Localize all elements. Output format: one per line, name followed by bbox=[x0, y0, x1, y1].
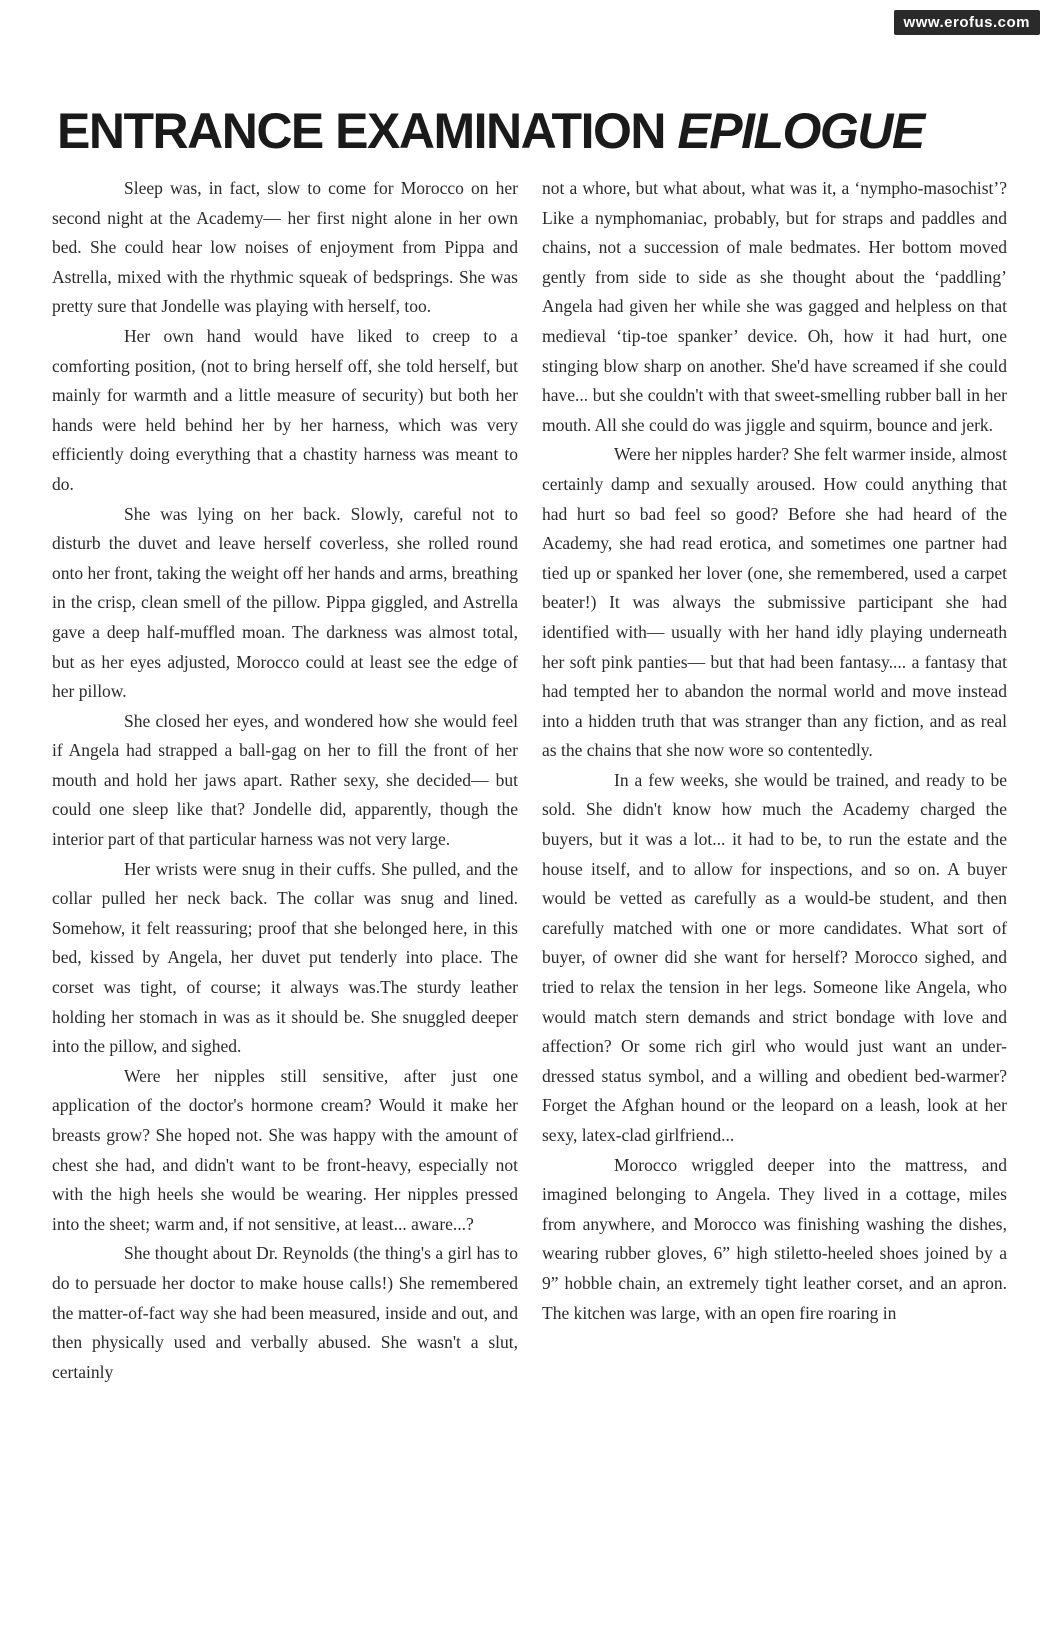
paragraph: Her own hand would have liked to creep to a comforting position, (not to bring herself off, she told herself, but mainly for warmth and a little measure of security) but both her hands were held behind her by her harness, which was very efficiently doing everything that a chastity harness was meant to do. bbox=[52, 325, 518, 494]
title-epilogue: EPILOGUE bbox=[677, 103, 924, 159]
title-main: ENTRANCE EXAMINATION bbox=[57, 103, 665, 159]
paragraph: Were her nipples harder? She felt warmer inside, almost certainly damp and sexually aroused. How could anything that had hurt so bad feel so good? Before she had heard of the Academy, she had read erotica, and sometimes one partner had tied up or spanked her lover (one, she remembered, used a carpet beater!) It was always the submissive participant she had identified with— usually with her hand idly playing underneath her soft pink panties— but that had been fantasy.... a fantasy that had tempted her to abandon the normal world and move instead into a hidden truth that was stranger than any fiction, and as real as the chains that she now wore so contentedly. bbox=[542, 444, 1007, 761]
paragraph: She thought about Dr. Reynolds (the thing's a girl has to do to persuade her doctor to make house calls!) She remembered the matter-of-fact way she had been measured, inside and out, and then physically used and verbally abused. She wasn't a slut, certainly bbox=[52, 1243, 518, 1382]
paragraph: In a few weeks, she would be trained, and ready to be sold. She didn't know how much the Academy charged the buyers, but it was a lot... it had to be, to run the estate and the house itself, and to allow for inspections, and so on. A buyer would be vetted as carefully as a would-be student, and then carefully matched with one or more candidates. What sort of buyer, of owner did she want for herself? Morocco sighed, and tried to relax the tension in her legs. Someone like Angela, who would match stern demands and strict bondage with love and affection? Or some rich girl who would just want an under-dressed status symbol, and a willing and obedient bed-warmer? Forget the Afghan hound or the leopard on a leash, look at her sexy, latex-clad girlfriend... bbox=[542, 769, 1007, 1145]
watermark-badge: www.erofus.com bbox=[894, 10, 1040, 35]
left-column bbox=[52, 174, 518, 1387]
paragraph: She closed her eyes, and wondered how she would feel if Angela had strapped a ball-gag on her to fill the front of her mouth and hold her jaws apart. Rather sexy, she decided— but could one sleep like that? Jondelle did, apparently, though the interior part of that particular harness was not very large. bbox=[52, 710, 518, 850]
paragraph: Sleep was, in fact, slow to come for Morocco on her second night at the Academy— her first night alone in her own bed. She could hear low noises of enjoyment from Pippa and Astrella, mixed with the rhythmic squeak of bedsprings. She was pretty sure that Jondelle was playing with herself, too. bbox=[52, 178, 518, 317]
paragraph: Morocco wriggled deeper into the mattress, and imagined belonging to Angela. They lived in a cottage, miles from anywhere, and Morocco was finishing washing the dishes, wearing rubber gloves, 6” high stiletto-heeled shoes joined by a 9” hobble chain, an extremely tight leather corset, and an apron. The kitchen was large, with an open fire roaring in bbox=[542, 1154, 1007, 1323]
paragraph: Her wrists were snug in their cuffs. She pulled, and the collar pulled her neck back. The collar was snug and lined. Somehow, it felt reassuring; proof that she belonged here, in this bed, kissed by Angela, her duvet put tenderly into place. The corset was tight, of course; it always was.The sturdy leather holding her stomach in was as it should be. She snuggled deeper into the pillow, and sighed. bbox=[52, 858, 518, 1057]
page-title bbox=[57, 102, 1007, 160]
paragraph: Were her nipples still sensitive, after just one application of the doctor's hormone cream? Would it make her breasts grow? She hoped not. She was happy with the amount of chest she had, and didn't want to be front-heavy, especially not with the high heels she would be wearing. Her nipples pressed into the sheet; warm and, if not sensitive, at least... aware...? bbox=[52, 1065, 518, 1234]
paragraph-continuation: not a whore, but what about, what was it, a ‘nympho-masochist’? Like a nymphomaniac, probably, but for straps and paddles and chains, not a succession of male bedmates. Her bottom moved gently from side to side as she thought about the ‘paddling’ Angela had given her while she was gagged and helpless on that medieval ‘tip-toe spanker’ device. Oh, how it had hurt, one stinging blow sharp on another. She'd have screamed if she could have... but she couldn't with that sweet-smelling rubber ball in her mouth. All she could do was jiggle and squirm, bounce and jerk. bbox=[542, 178, 1007, 435]
paragraph: She was lying on her back. Slowly, careful not to disturb the duvet and leave herself coverless, she rolled round onto her front, taking the weight off her hands and arms, breathing in the crisp, clean smell of the pillow. Pippa giggled, and Astrella gave a deep half-muffled moan. The darkness was almost total, but as her eyes adjusted, Morocco could at least see the edge of her pillow. bbox=[52, 503, 518, 702]
right-column bbox=[542, 174, 1007, 1328]
